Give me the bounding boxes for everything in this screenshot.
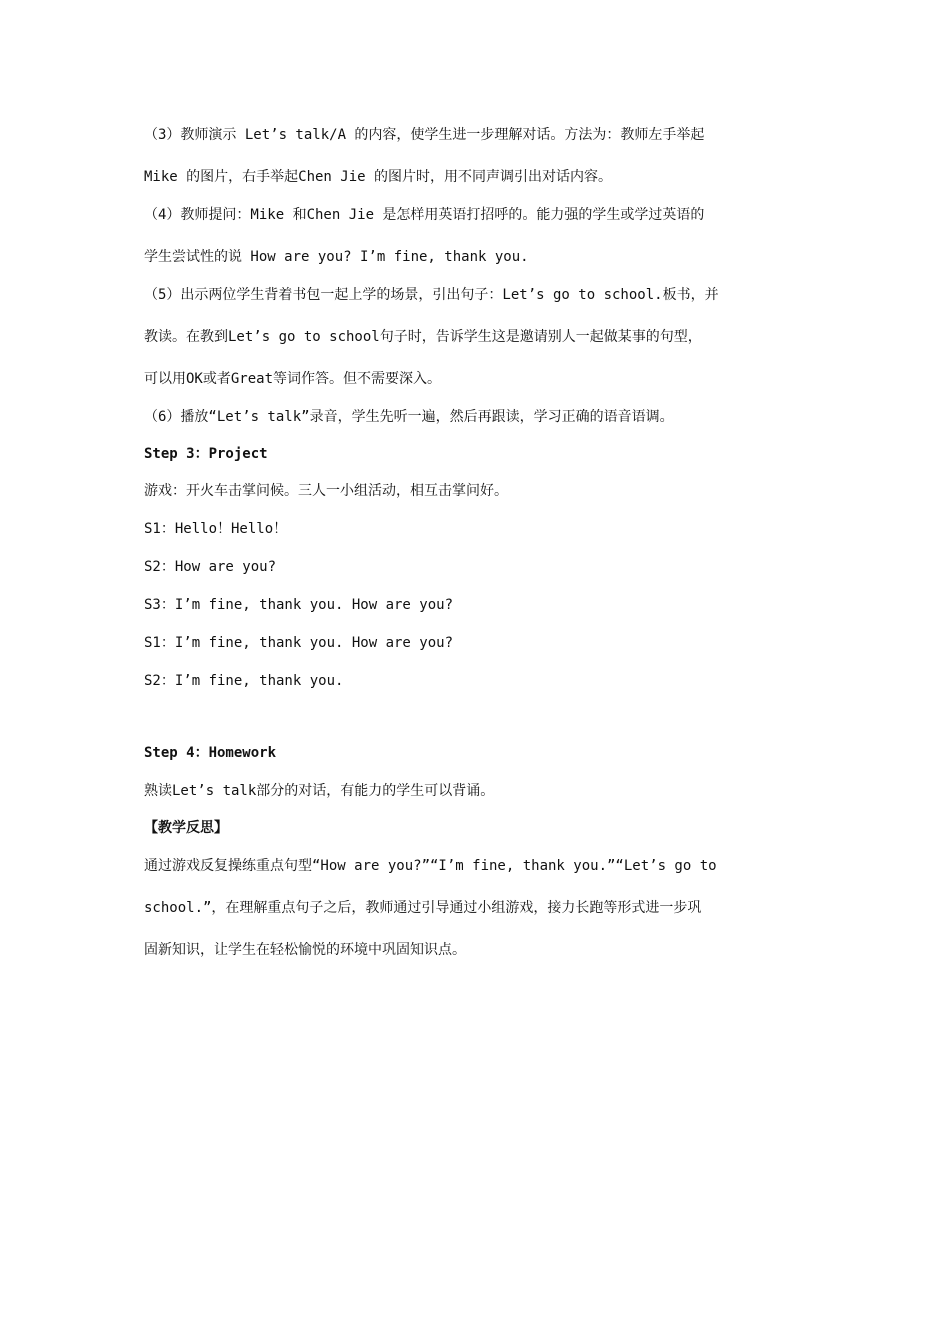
paragraph-line: （4）教师提问：Mike 和Chen Jie 是怎样用英语打招呼的。能力强的学生或学过英语的 [144, 207, 705, 223]
section-heading-step-4: Step 4：Homework [144, 745, 277, 761]
paragraph-line: 可以用OK或者Great等词作答。但不需要深入。 [144, 371, 441, 387]
section-heading-step-3: Step 3：Project [144, 446, 268, 462]
paragraph-line: （3）教师演示 Let’s talk/A 的内容，使学生进一步理解对话。方法为：教师左手举起 [144, 127, 705, 143]
dialogue-line: S1：Hello！Hello！ [144, 521, 288, 537]
paragraph-line: （6）播放“Let’s talk”录音，学生先听一遍，然后再跟读，学习正确的语音语调。 [144, 409, 674, 425]
paragraph-line: school.”，在理解重点句子之后，教师通过引导通过小组游戏，接力长跑等形式进一步巩 [144, 900, 702, 916]
paragraph-line: 教读。在教到Let’s go to school句子时，告诉学生这是邀请别人一起做某事的句型， [144, 329, 702, 345]
section-heading-reflection: 【教学反思】 [144, 820, 228, 836]
paragraph-line: 固新知识，让学生在轻松愉悦的环境中巩固知识点。 [144, 942, 466, 958]
paragraph-line: （5）出示两位学生背着书包一起上学的场景，引出句子：Let’s go to school.板书，并 [144, 287, 719, 303]
paragraph-line: 通过游戏反复操练重点句型“How are you?”“I’m fine, thank you.”“Let’s go to [144, 858, 717, 874]
dialogue-line: S2：I’m fine, thank you. [144, 673, 344, 689]
paragraph-line: 游戏：开火车击掌问候。三人一小组活动，相互击掌问好。 [144, 483, 508, 499]
paragraph-line: 熟读Let’s talk部分的对话，有能力的学生可以背诵。 [144, 783, 495, 799]
document-body [144, 124, 814, 961]
paragraph-line: 学生尝试性的说 How are you? I’m fine, thank you. [144, 249, 529, 265]
dialogue-line: S1：I’m fine, thank you. How are you? [144, 635, 454, 651]
paragraph-line: Mike 的图片，右手举起Chen Jie 的图片时，用不同声调引出对话内容。 [144, 169, 613, 185]
dialogue-line: S3：I’m fine, thank you. How are you? [144, 597, 454, 613]
dialogue-line: S2：How are you? [144, 559, 277, 575]
